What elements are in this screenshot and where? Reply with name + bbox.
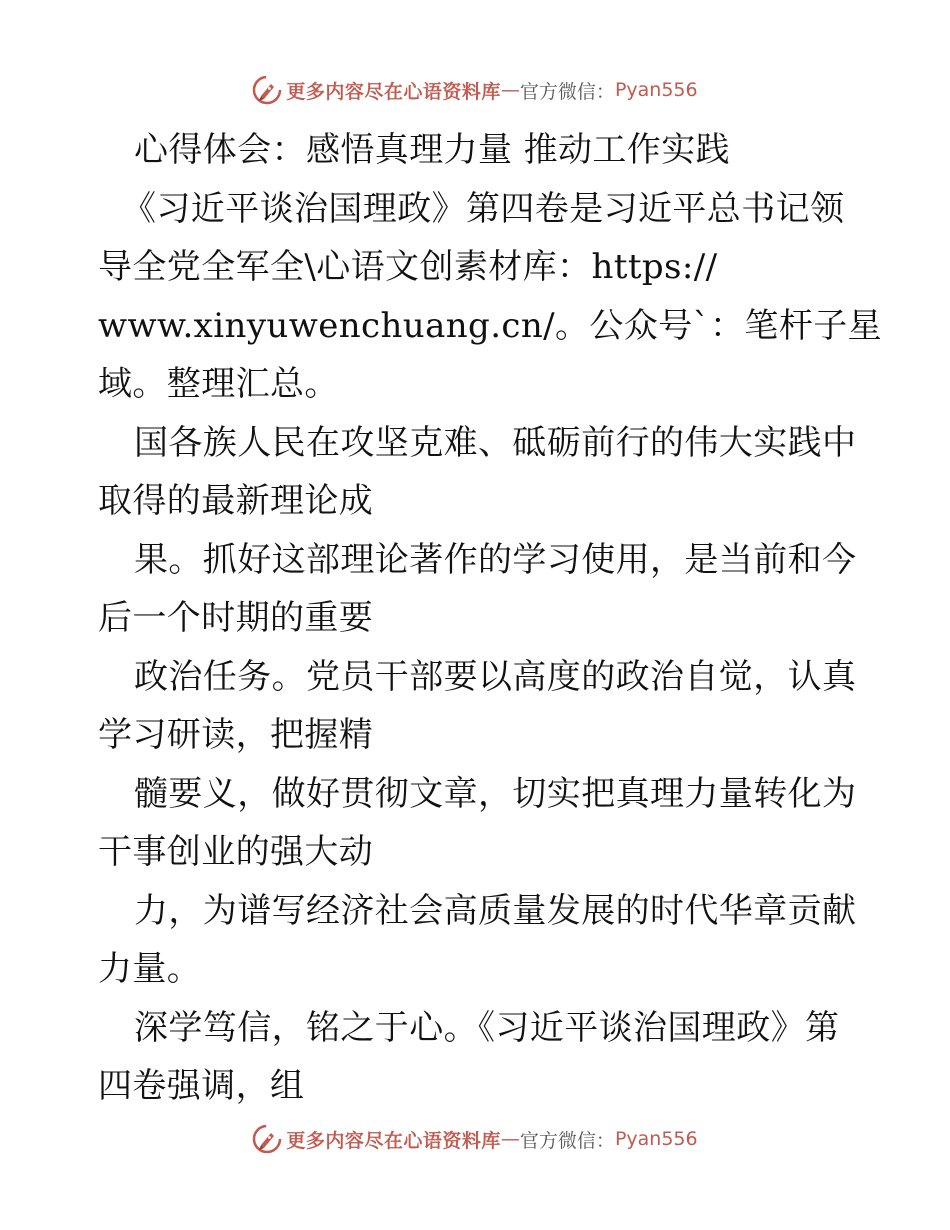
paragraph-line: 力量。 [98, 949, 202, 989]
banner-wechat-label: 官方微信： [519, 1129, 615, 1152]
paragraph-line: 取得的最新理论成 [98, 481, 374, 521]
paragraph-line: 域。整理汇总。 [98, 364, 339, 404]
paragraph-line: 政治任务。党员干部要以高度的政治自觉，认真 [134, 656, 857, 697]
paragraph-line: 髓要义，做好贯彻文章，切实把真理力量转化为 [134, 773, 857, 814]
banner-wechat-label: 官方微信： [519, 80, 615, 103]
banner-separator: — [500, 1128, 520, 1150]
banner-separator: — [500, 79, 520, 101]
header-watermark-banner [0, 70, 950, 110]
pen-nib-logo-icon [252, 1124, 282, 1154]
paragraph-line: 导全党全军全\心语文创素材库：https:// [98, 247, 718, 287]
paragraph-line: www.xinyuwenchuang.cn/。公众号`：笔杆子星 [98, 305, 883, 346]
paragraph-line: 力，为谱写经济社会高质量发展的时代华章贡献 [134, 890, 857, 931]
banner-title: 更多内容尽在心语资料库 [286, 80, 501, 103]
paragraph-line: 果。抓好这部理论著作的学习使用，是当前和今 [134, 539, 857, 580]
paragraph-line: 学习研读，把握精 [98, 715, 374, 755]
paragraph-line: 后一个时期的重要 [98, 598, 374, 638]
paragraph-line: 深学笃信，铭之于心。《习近平谈治国理政》第 [134, 1007, 840, 1048]
document-title: 心得体会：感悟真理力量 推动工作实践 [134, 130, 731, 170]
footer-watermark-banner [0, 1119, 950, 1159]
paragraph-line: 国各族人民在攻坚克难、砥砺前行的伟大实践中 [134, 422, 857, 463]
paragraph-line: 四卷强调，组 [98, 1066, 305, 1106]
banner-title: 更多内容尽在心语资料库 [286, 1129, 501, 1152]
document-body [98, 121, 883, 1116]
paragraph-line: 《习近平谈治国理政》第四卷是习近平总书记领 [122, 188, 845, 229]
pen-nib-logo-icon [252, 75, 282, 105]
paragraph-line: 干事创业的强大动 [98, 832, 374, 872]
banner-wechat-id: Pyan556 [614, 1128, 698, 1150]
banner-wechat-id: Pyan556 [614, 79, 698, 101]
